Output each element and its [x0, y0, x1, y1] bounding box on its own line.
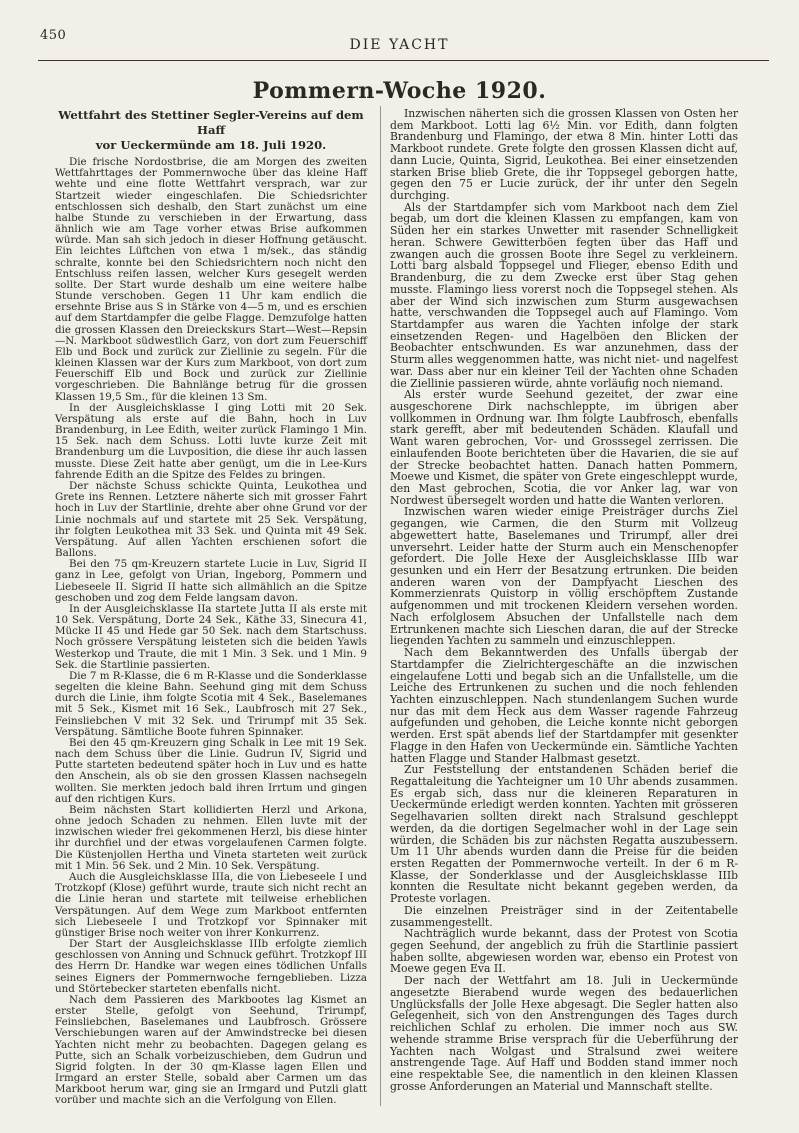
paragraph: Der Start der Ausgleichsklasse IIIb erfolgte ziemlich geschlossen von Anning und Schnuck geführt. Trotzkopf III des Herrn Dr. Handke war wegen eines tödlichen Unfalls seines Eigners der Pommernwoche ferngeblieben. Lizza und Störtebecker starteten ebenfalls nicht.: [55, 938, 367, 995]
paragraph: In der Ausgleichsklasse I ging Lotti mit 20 Sek. Verspätung als erste auf die Bahn, hoch in Luv Brandenburg, in Lee Edith, weiter zurück Flamingo 1 Min. 15 Sek. nach dem Schuss. Lotti luvte kurze Zeit mit Brandenburg um die Luvposition, die diese ihr auch lassen musste. Diese Zeit hatte aber genügt, um die in Lee-Kurs fahrende Edith an die Spitze des Feldes zu bringen.: [55, 401, 367, 481]
paragraph: Nach dem Passieren des Markbootes lag Kismet an erster Stelle, gefolgt von Seehund, Trirumpf, Feinsliebchen, Baselemanes und Laubfrosch. Grössere Verschiebungen waren auf der Amwindstrecke bei diesen Yachten nicht mehr zu beobachten. Dagegen gelang es Putte, sich an Schalk vorbeizuschieben, dem Gudrun und Sigrid folgten. In der 30 qm-Klasse lagen Ellen und Irmgard an erster Stelle, sobald aber Carmen um das Markboot herum war, ging sie an Irmgard und Putzli glatt vorüber und machte sich an die Verfolgung von Ellen.: [55, 993, 367, 1107]
header-rule: [38, 60, 769, 61]
journal-title: DIE YACHT: [349, 37, 450, 53]
paragraph: Inzwischen waren wieder einige Preisträger durchs Ziel gegangen, wie Carmen, die den Sturm mit Vollzeug abgewettert hatte, Baselemanes und Trirumpf, aller drei unversehrt. Leider hatte der Sturm auch ein Menschenopfer gefordert. Die Jolle Hexe der Ausgleichsklasse IIIb war gesunken und ein Herr der Besatzung ertrunken. Die beiden anderen waren von der Dampfyacht Lieschen des Kommerzienrats Quistorp in völlig erschöpftem Zustande aufgenommen und mit trockenen Kleidern versehen worden. Nach erfolglosem Absuchen der Unfallstelle nach dem Ertrunkenen machte sich Lieschen daran, die auf der Strecke liegenden Yachten zu sammeln und einzuschleppen.: [390, 505, 738, 648]
subtitle-line-1: Wettfahrt des Stettiner Segler-Vereins auf dem Haff: [58, 108, 364, 137]
paragraph: Die einzelnen Preisträger sind in der Zeitentabelle zusammengestellt.: [390, 903, 738, 929]
paragraph: Inzwischen näherten sich die grossen Klassen von Osten her dem Markboot. Lotti lag 6½ Min. vor Edith, dann folgten Brandenburg und Flamingo, der etwa 8 Min. hinter Lotti das Markboot rundete. Grete folgte den grossen Klassen dicht auf, dann Lucie, Quinta, Sigrid, Leukothea. Bei einer einsetzenden starken Brise blieb Grete, die ihr Toppsegel geborgen hatte, gegen den 75 er Lucie zurück, der ihr unter den Segeln durchging.: [390, 107, 738, 203]
paragraph: Die 7 m R-Klasse, die 6 m R-Klasse und die Sonderklasse segelten die kleine Bahn. Seehund ging mit dem Schuss durch die Linie, ihm folgte Scotia mit 4 Sek., Baselemanes mit 5 Sek., Kismet mit 16 Sek., Laubfrosch mit 27 Sek., Feinsliebchen V mit 32 Sek. und Trirumpf mit 35 Sek. Verspätung. Sämtliche Boote fuhren Spinnaker.: [55, 669, 367, 738]
paragraph: Die frische Nordostbrise, die am Morgen des zweiten Wettfahrttages der Pommernwoche über das kleine Haff wehte und eine flotte Wettfahrt versprach, war zur Startzeit wieder eingeschlafen. Die Schiedsrichter entschlossen sich deshalb, den Start zunächst um eine halbe Stunde zu verschieben in der Erwartung, dass ähnlich wie am Tage vorher etwas Brise aufkommen würde. Man sah sich jedoch in dieser Hoffnung getäuscht. Ein leichtes Lüftchen von etwa 1 m/sek., das ständig schralte, konnte bei den Schiedsrichtern noch nicht den Entschluss reifen lassen, welcher Kurs gesegelt werden sollte. Der Start wurde deshalb um eine weitere halbe Stunde verschoben. Gegen 11 Uhr kam endlich die ersehnte Brise aus S in Stärke von 4—5 m, und es erschien auf dem Startdampfer die gelbe Flagge. Demzufolge hatten die grossen Klassen den Dreieckskurs Start—West—Repsin—N. Markboot südwestlich Garz, von dort zum Feuerschiff Elb und Bock und zurück zur Ziellinie zu segeln. Für die kleinen Klassen war der Kurs zum Markboot, von dort zum Feuerschiff Elb und Bock und zurück zur Ziellinie vorgeschrieben. Die Bahnlänge betrug für die grossen Klassen 19,5 Sm., für die kleinen 13 Sm.: [55, 156, 367, 403]
left-column: [55, 108, 367, 1107]
paragraph: Nachträglich wurde bekannt, dass der Protest von Scotia gegen Seehund, der angeblich zu früh die Startlinie passiert haben sollte, abgewiesen worden war, ebenso ein Protest von Moewe gegen Eva II.: [390, 927, 738, 976]
column-divider: [380, 106, 381, 1106]
paragraph: Auch die Ausgleichsklasse IIIa, die von Liebeseele I und Trotzkopf (Klose) geführt wurde, traute sich nicht recht an die Linie heran und startete mit teilweise erheblichen Verspätungen. Auf dem Wege zum Markboot entfernten sich Liebeseele I und Trotzkopf vor Spinnaker mit günstiger Brise noch weiter von ihrer Konkurrenz.: [55, 871, 367, 939]
paragraph: In der Ausgleichsklasse IIa startete Jutta II als erste mit 10 Sek. Verspätung, Dorte 24 Sek., Käthe 33, Sinecura 41, Mücke II 45 und Hede gar 50 Sek. nach dem Startschuss. Noch grössere Verspätung leisteten sich die beiden Yawls Westerkop und Traute, die mit 1 Min. 3 Sek. und 1 Min. 9 Sek. die Startlinie passierten.: [55, 602, 367, 671]
paragraph: Der nach der Wettfahrt am 18. Juli in Ueckermünde angesetzte Bierabend wurde wegen des bedauerlichen Unglücksfalls der Jolle Hexe abgesagt. Die Segler hatten also Gelegenheit, sich von den Anstrengungen des Tages durch reichlichen Schlaf zu erholen. Die immer noch aus SW. wehende stramme Brise versprach für die Ueberführung der Yachten nach Wolgast und Stralsund zwei weitere anstrengende Tage. Auf Haff und Bodden stand immer noch eine respektable See, die namentlich in den kleinen Klassen grosse Anforderungen an Material und Mannschaft stellte.: [390, 974, 738, 1093]
paragraph: Bei den 75 qm-Kreuzern startete Lucie in Luv, Sigrid II ganz in Lee, gefolgt von Urian, Ingeborg, Pommern und Liebeseele II. Sigrid II hatte sich allmählich an die Spitze geschoben und zog dem Felde langsam davon.: [55, 558, 367, 604]
paragraph: Zur Feststellung der entstandenen Schäden berief die Regattaleitung die Yachteigner um 10 Uhr abends zusammen. Es ergab sich, dass nur die kleineren Reparaturen in Ueckermünde erledigt werden konnten. Yachten mit grösseren Segelhavarien sollten direkt nach Stralsund geschleppt werden, da die dortigen Segelmacher wohl in der Lage sein würden, die Schäden bis zur nächsten Regatta auszubessern. Um 11 Uhr abends wurden dann die Preise für die beiden ersten Regatten der Pommernwoche verteilt. In der 6 m R-Klasse, der Sonderklasse und der Ausgleichsklasse IIIb konnten die Resultate nicht bekannt gegeben werden, da Proteste vorlagen.: [390, 763, 738, 906]
page-number: 450: [40, 28, 67, 43]
paragraph: Bei den 45 qm-Kreuzern ging Schalk in Lee mit 19 Sek. nach dem Schuss über die Linie. Gudrun IV, Sigrid und Putte starteten bedeutend später hoch in Luv und es hatte den Anschein, als ob sie den grossen Klassen nachsegeln wollten. Sie merkten jedoch bald ihren Irrtum und gingen auf den richtigen Kurs.: [55, 736, 367, 805]
paragraph: Als der Startdampfer sich vom Markboot nach dem Ziel begab, um dort die kleinen Klassen zu empfangen, kam von Süden her ein starkes Unwetter mit rasender Schnelligkeit heran. Schwere Gewitterböen fegten über das Haff und zwangen auch die grossen Boote ihre Segel zu verkleinern. Lotti barg alsbald Toppsegel und Flieger, ebenso Edith und Brandenburg, die zu dem Zwecke erst über Stag gehen musste. Flamingo liess vorerst noch die Toppsegel stehen. Als aber der Wind sich inzwischen zum Sturm ausgewachsen hatte, verschwanden die Toppsegel auch auf Flamingo. Vom Startdampfer aus waren die Yachten infolge der stark einsetzenden Regen- und Hagelböen den Blicken der Beobachter entschwunden. Es war anzunehmen, dass der Sturm alles weggenommen hatte, was nicht niet- und nagelfest war. Dass aber nur ein kleiner Teil der Yachten ohne Schaden die Ziellinie passieren würde, ahnte vorläufig noch niemand.: [390, 200, 738, 390]
paragraph: Nach dem Bekanntwerden des Unfalls übergab der Startdampfer die Zielrichtergeschäfte an die inzwischen eingelaufene Lotti und begab sich an die Unfallstelle, um die Leiche des Ertrunkenen zu suchen und die noch fehlenden Yachten einzuschleppen. Nach stundenlangem Suchen wurde nur das mit dem Heck aus dem Wasser ragende Fahrzeug aufgefunden und gehoben, die Leiche konnte nicht geborgen werden. Erst spät abends lief der Startdampfer mit gesenkter Flagge in den Hafen von Ueckermünde ein. Sämtliche Yachten hatten Flagge und Stander Halbmast gesetzt.: [390, 646, 738, 765]
article-subtitle: [55, 108, 367, 153]
paragraph: Beim nächsten Start kollidierten Herzl und Arkona, ohne jedoch Schaden zu nehmen. Ellen luvte mit der inzwischen wieder frei gekommenen Herzl, bis diese hinter ihr durchfiel und der etwas vorgelaufenen Carmen folgte. Die Küstenjollen Hertha und Vineta starteten weit zurück mit 1 Min. 56 Sek. und 2 Min. 10 Sek. Verspätung.: [55, 803, 367, 872]
subtitle-line-2: vor Ueckermünde am 18. Juli 1920.: [95, 138, 327, 152]
right-column: [390, 108, 738, 1092]
paragraph: Der nächste Schuss schickte Quinta, Leukothea und Grete ins Rennen. Letztere näherte sich mit grosser Fahrt hoch in Luv der Startlinie, drehte aber ohne Grund vor der Linie nochmals auf und startete mit 25 Sek. Verspätung, ihr folgten Leukothea mit 33 Sek. und Quinta mit 49 Sek. Verspätung. Auf allen Yachten erschienen sofort die Ballons.: [55, 479, 367, 560]
article-title: Pommern-Woche 1920.: [252, 78, 547, 104]
paragraph: Als erster wurde Seehund gezeitet, der zwar eine ausgeschorene Dirk nachschleppte, im übrigen aber vollkommen in Ordnung war. Ihm folgte Laubfrosch, ebenfalls stark gerefft, aber mit bedeutenden Schäden. Klaufall und Want waren gebrochen, Vor- und Grosssegel zerrissen. Die einlaufenden Boote berichteten über die Havarien, die sie auf der Strecke beobachtet hatten. Danach hatten Pommern, Moewe und Kismet, die später von Grete eingeschleppt wurde, den Mast gebrochen, Scotia, die vor Anker lag, war von Nordwest übersegelt worden und hatte die Wanten verloren.: [390, 388, 738, 507]
